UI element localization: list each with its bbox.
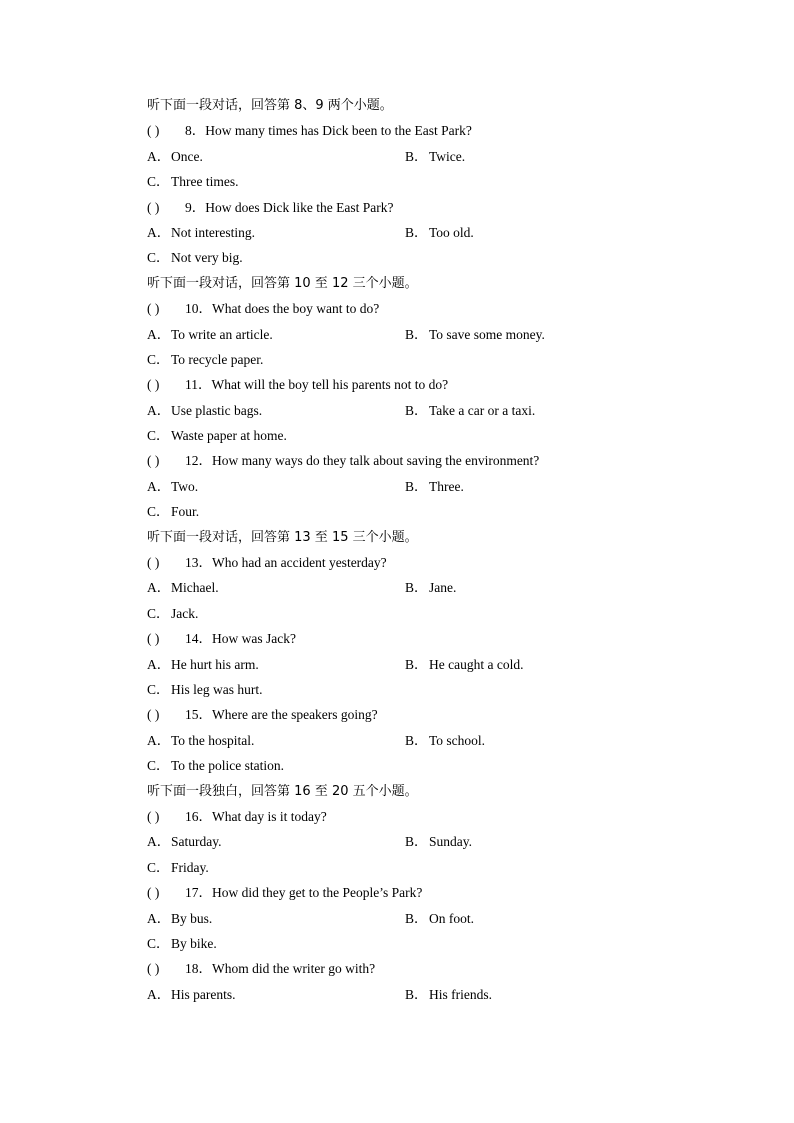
option-row — [147, 753, 647, 778]
option-letter: C． — [147, 504, 170, 520]
question-line — [147, 296, 647, 321]
option-text: To the police station. — [171, 758, 285, 774]
question-text: 18．Whom did the writer go with? — [185, 961, 376, 977]
option-letter: B． — [405, 326, 428, 342]
option-letter: C． — [147, 605, 170, 621]
answer-blank: ( ) — [147, 453, 160, 469]
option-b — [405, 474, 464, 499]
option-letter: B． — [405, 148, 428, 164]
option-c — [147, 758, 284, 773]
answer-blank: ( ) — [147, 301, 160, 317]
answer-blank: ( ) — [147, 885, 160, 901]
option-b — [405, 982, 492, 1007]
option-text: Three times. — [171, 174, 239, 190]
option-a — [147, 322, 405, 347]
option-letter: C． — [147, 174, 170, 190]
option-row — [147, 677, 647, 702]
question-line — [147, 448, 647, 473]
option-text: Four. — [171, 504, 200, 520]
option-text: His parents. — [171, 986, 236, 1002]
option-a — [147, 220, 405, 245]
option-letter: C． — [147, 758, 170, 774]
option-a — [147, 398, 405, 423]
question-text: 11．What will the boy tell his parents not to do? — [185, 377, 449, 393]
question-line — [147, 118, 647, 143]
option-letter: B． — [405, 478, 428, 494]
option-a — [147, 829, 405, 854]
option-c — [147, 606, 198, 621]
answer-blank: ( ) — [147, 377, 160, 393]
question-line — [147, 880, 647, 905]
option-c — [147, 504, 199, 519]
option-c — [147, 936, 217, 951]
option-a — [147, 906, 405, 931]
option-text: Waste paper at home. — [171, 428, 287, 444]
option-letter: A． — [147, 656, 171, 672]
option-text: Not interesting. — [171, 224, 255, 240]
option-text: By bike. — [171, 935, 217, 951]
option-row — [147, 652, 647, 677]
option-row — [147, 855, 647, 880]
section-instruction: 听下面一段独白，回答第 16 至 20 五个小题。 — [147, 783, 418, 799]
option-text: Not very big. — [171, 250, 243, 266]
option-letter: C． — [147, 681, 170, 697]
option-text: His leg was hurt. — [171, 681, 263, 697]
option-letter: A． — [147, 580, 171, 596]
option-letter: A． — [147, 148, 171, 164]
option-b — [405, 652, 523, 677]
option-text: He hurt his arm. — [171, 656, 259, 672]
answer-blank: ( ) — [147, 961, 160, 977]
option-letter: B． — [405, 224, 428, 240]
option-letter: A． — [147, 402, 171, 418]
option-text: Jane. — [429, 580, 457, 596]
option-row — [147, 982, 647, 1007]
section-instruction: 听下面一段对话，回答第 13 至 15 三个小题。 — [147, 529, 418, 545]
option-c — [147, 174, 238, 189]
question-text: 14．How was Jack? — [185, 631, 296, 647]
option-text: Twice. — [429, 148, 466, 164]
option-text: To recycle paper. — [171, 351, 264, 367]
question-text: 12．How many ways do they talk about saving the environment? — [185, 453, 540, 469]
option-letter: C． — [147, 859, 170, 875]
option-row — [147, 906, 647, 931]
option-b — [405, 906, 474, 931]
option-text: Friday. — [171, 859, 209, 875]
option-text: To save some money. — [429, 326, 545, 342]
option-letter: C． — [147, 428, 170, 444]
question-text: 8．How many times has Dick been to the East Park? — [185, 123, 472, 139]
option-a — [147, 652, 405, 677]
answer-blank: ( ) — [147, 123, 160, 139]
option-text: His friends. — [429, 986, 492, 1002]
option-letter: C． — [147, 935, 170, 951]
option-letter: C． — [147, 250, 170, 266]
option-row — [147, 169, 647, 194]
question-line — [147, 702, 647, 727]
option-text: Michael. — [171, 580, 219, 596]
option-a — [147, 144, 405, 169]
option-b — [405, 144, 465, 169]
question-text: 16．What day is it today? — [185, 808, 327, 824]
option-row — [147, 931, 647, 956]
option-text: By bus. — [171, 910, 213, 926]
option-text: Too old. — [429, 224, 474, 240]
option-row — [147, 347, 647, 372]
option-letter: B． — [405, 910, 428, 926]
option-row — [147, 398, 647, 423]
option-b — [405, 220, 474, 245]
question-text: 13．Who had an accident yesterday? — [185, 555, 387, 571]
answer-blank: ( ) — [147, 808, 160, 824]
question-line — [147, 195, 647, 220]
option-letter: B． — [405, 986, 428, 1002]
option-row — [147, 322, 647, 347]
option-c — [147, 428, 287, 443]
option-text: To write an article. — [171, 326, 273, 342]
option-text: Two. — [171, 478, 199, 494]
question-text: 15．Where are the speakers going? — [185, 707, 378, 723]
option-row — [147, 220, 647, 245]
option-b — [405, 728, 485, 753]
option-text: He caught a cold. — [429, 656, 524, 672]
question-line — [147, 804, 647, 829]
answer-blank: ( ) — [147, 707, 160, 723]
option-text: Three. — [429, 478, 464, 494]
option-row — [147, 245, 647, 270]
option-b — [405, 398, 535, 423]
option-text: Use plastic bags. — [171, 402, 263, 418]
option-text: Sunday. — [429, 834, 472, 850]
option-letter: A． — [147, 224, 171, 240]
option-letter: B． — [405, 732, 428, 748]
answer-blank: ( ) — [147, 555, 160, 571]
option-text: Jack. — [171, 605, 199, 621]
option-c — [147, 682, 263, 697]
option-row — [147, 499, 647, 524]
option-text: To the hospital. — [171, 732, 255, 748]
question-line — [147, 626, 647, 651]
option-letter: A． — [147, 986, 171, 1002]
section-instruction: 听下面一段对话，回答第 8、9 两个小题。 — [147, 98, 393, 113]
answer-blank: ( ) — [147, 631, 160, 647]
section-instruction: 听下面一段对话，回答第 10 至 12 三个小题。 — [147, 275, 418, 291]
option-a — [147, 474, 405, 499]
option-letter: B． — [405, 580, 428, 596]
option-letter: B． — [405, 402, 428, 418]
option-b — [405, 575, 456, 600]
answer-blank: ( ) — [147, 199, 160, 215]
option-text: Saturday. — [171, 834, 222, 850]
option-letter: A． — [147, 910, 171, 926]
option-text: On foot. — [429, 910, 474, 926]
option-text: To school. — [429, 732, 486, 748]
option-letter: C． — [147, 351, 170, 367]
option-letter: A． — [147, 478, 171, 494]
option-c — [147, 250, 243, 265]
option-text: Once. — [171, 148, 203, 164]
option-letter: A． — [147, 732, 171, 748]
question-line — [147, 550, 647, 575]
option-letter: B． — [405, 656, 428, 672]
option-row — [147, 601, 647, 626]
question-text: 9．How does Dick like the East Park? — [185, 199, 394, 215]
option-row — [147, 575, 647, 600]
option-letter: B． — [405, 834, 428, 850]
option-row — [147, 829, 647, 854]
option-a — [147, 728, 405, 753]
option-c — [147, 352, 263, 367]
option-row — [147, 423, 647, 448]
question-text: 10．What does the boy want to do? — [185, 301, 380, 317]
option-row — [147, 474, 647, 499]
option-letter: A． — [147, 834, 171, 850]
exam-page — [147, 93, 647, 1007]
question-line — [147, 956, 647, 981]
option-row — [147, 144, 647, 169]
option-c — [147, 860, 209, 875]
option-a — [147, 982, 405, 1007]
option-row — [147, 728, 647, 753]
question-text: 17．How did they get to the People’s Park? — [185, 885, 423, 901]
option-b — [405, 322, 545, 347]
option-letter: A． — [147, 326, 171, 342]
option-b — [405, 829, 472, 854]
question-line — [147, 372, 647, 397]
option-a — [147, 575, 405, 600]
option-text: Take a car or a taxi. — [429, 402, 536, 418]
